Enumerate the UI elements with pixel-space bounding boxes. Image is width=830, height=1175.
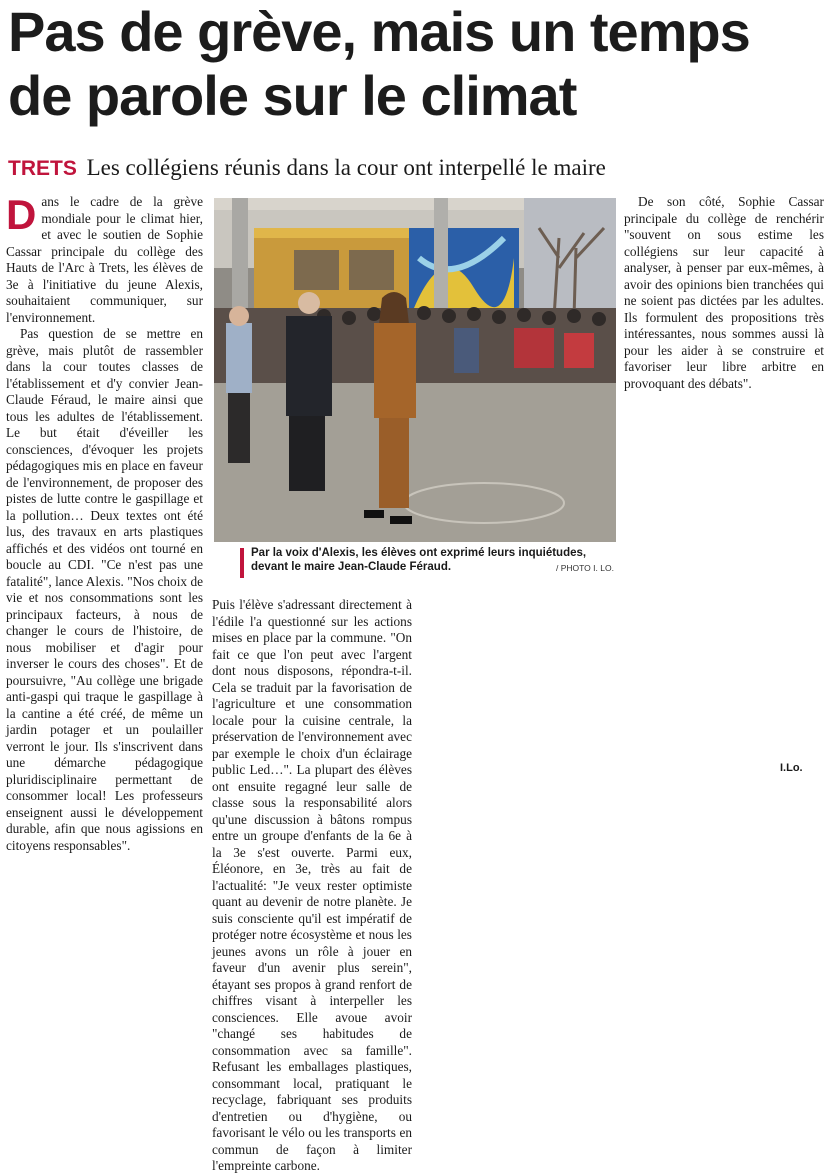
article-column-1 bbox=[6, 191, 203, 853]
news-photo bbox=[214, 198, 616, 542]
headline-line-1: Pas de grève, mais un temps bbox=[8, 0, 750, 63]
article-subhead bbox=[8, 154, 828, 183]
article-column-2 bbox=[212, 597, 412, 1173]
article-column-4 bbox=[624, 194, 824, 754]
photo-credit: / PHOTO I. LO. bbox=[556, 563, 614, 573]
paragraph-2 bbox=[6, 326, 203, 853]
article-column-3 bbox=[420, 597, 617, 780]
paragraph-3 bbox=[212, 597, 412, 1175]
caption-accent-bar bbox=[240, 548, 244, 578]
paragraph-3-text: Puis l'élève s'adressant directement à l'édile l'a questionné sur les actions mises en place par la commune. "On fait ce que l'on peut avec l'argent dont nous disposons, répondra-t-il. Cela se traduit par la favorisation de l'agriculture et une consommation locale pour la cuisine centrale, la préservation de l'environnement avec par exemple le choix d'un éclairage public Led…". La plupart des élèves ont ensuite regagné leur salle de classe sous la responsabilité alors qu'une discussion à bâtons rompus entre un groupe d'enfants de la 6e à la 3e s'est ouverte. Parmi eux, Éléonore, en 3e, très au fait de l'actualité: "Je veux rester optimiste quant au devenir de notre planète. Je suis consciente qu'il est impératif de protéger notre écosystème et nous les jeunes avons un rôle à jouer en faveur d'un avenir plus serein", étayant ses propos à grand renfort de chiffres visant à interpeller les consciences. Elle avoue avoir "changé ses habitudes de consommation avec sa famille". Refusant les emballages plastiques, consommant local, pratiquant le recyclage, fabriquant ses produits d'entretien ou d'hygiène, ou favorisant le vélo ou les transports en commun de façon à limiter l'empreinte carbone. bbox=[212, 597, 412, 1173]
paragraph-4 bbox=[624, 194, 824, 392]
drop-cap: D bbox=[6, 191, 37, 238]
paragraph-1 bbox=[6, 191, 203, 326]
headline-line-2: de parole sur le climat bbox=[8, 64, 577, 127]
paragraph-1-text: ans le cadre de la grève mondiale pour le climat hier, et avec le soutien de Sophie Cassar principale du collège des Hauts de l'Arc à Trets, les élèves de 3e à l'initiative du jeune Alexis, souhaitaient communiquer, sur l'environnement. bbox=[6, 194, 203, 325]
location-kicker: TRETS bbox=[8, 157, 77, 180]
school-courtyard-photo bbox=[214, 198, 616, 542]
subhead-text: Les collégiens réunis dans la cour ont interpellé le maire bbox=[86, 155, 606, 180]
paragraph-2-text: Pas question de se mettre en grève, mais plutôt de rassembler dans la cour toutes classes de l'établissement et d'y convier Jean-Claude Féraud, le maire ainsi que tous les adultes de l'établissement. Le but était d'éveiller les consciences, d'évoquer les projets pédagogiques mis en place en faveur de l'environnement, de proposer des pistes de lutte contre le gaspillage et la pollution… Deux textes ont été lus, des travaux en arts plastiques affichés et des vidéos ont tourné en boucle au CDI. "Ce n'est pas une fatalité", lance Alexis. "Nos choix de vie et nos consommations sont les principaux facteurs, à nous de changer le cours de l'histoire, de nous mobiliser et d'agir pour inverser le cours des choses". Et de poursuivre, "Au collège une brigade anti-gaspi qui traque le gaspillage à la cantine a été créé, de même un jardin potager et un poulailler verront le jour. Ils s'inscrivent dans une démarche pédagogique pluridisciplinaire permettant de consommer local! Les professeurs enseignent aussi le développement durable, afin que nous agissions en citoyens responsables". bbox=[6, 326, 203, 853]
article-headline bbox=[8, 0, 828, 128]
paragraph-4-text: De son côté, Sophie Cassar principale du collège de renchérir "souvent on sous estime les collégiens sur leur capacité à analyser, à penser par eux-mêmes, à avoir des opinions bien tranchées qui ne soient pas dictées par les adultes. Ils formulent des propositions très intéressantes, nous sommes aussi là pour les aider à se construire et favoriser leur libre arbitre en provoquant des débats". bbox=[624, 194, 824, 391]
author-signature: I.Lo. bbox=[780, 762, 803, 774]
caption-line-2: devant le maire Jean-Claude Féraud. bbox=[251, 561, 452, 573]
caption-line-1: Par la voix d'Alexis, les élèves ont exprimé leurs inquiétudes, bbox=[251, 547, 587, 559]
